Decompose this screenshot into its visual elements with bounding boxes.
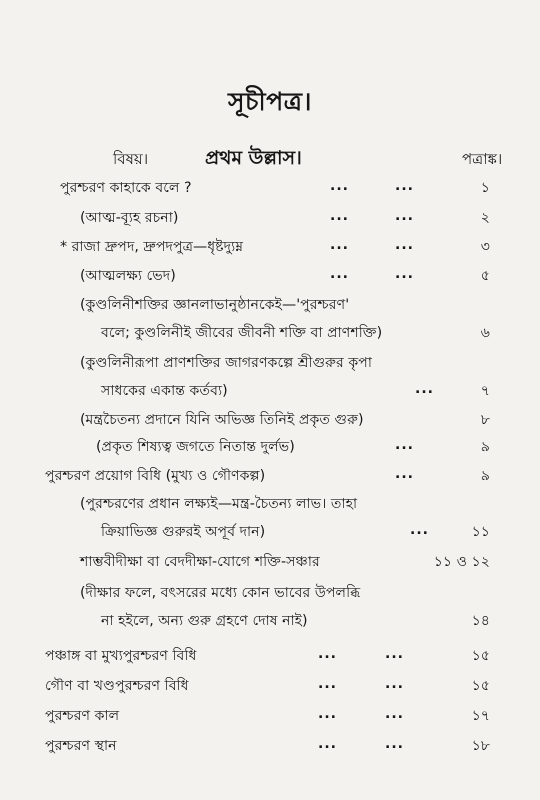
toc-entry-text: সাধকের একান্ত কর্তব্য) <box>101 383 228 399</box>
toc-entry-text: বলে; কুণ্ডলিনীই জীবের জীবনী শক্তি বা প্রাণশক্তি) <box>101 325 383 341</box>
page-title: সূচীপত্র। <box>228 87 312 116</box>
leader-dots: ... <box>318 736 337 752</box>
toc-entry-text: ক্রিয়াভিজ্ঞ গুরুরই অপূর্ব দান) <box>101 524 266 540</box>
toc-entry-text: (পুরশ্চরণের প্রধান লক্ষ্যই—মন্ত্র-চৈতন্য লাভ। তাহা <box>80 496 358 512</box>
toc-entry-text: পঞ্চাঙ্গ বা মুখ্যপুরশ্চরণ বিধি <box>45 648 197 664</box>
section-heading: প্রথম উল্লাস। <box>205 147 302 169</box>
toc-entry-page: ১৮ <box>471 738 490 754</box>
toc-entry-page: ৩ <box>480 239 490 255</box>
toc-entry-page: ২ <box>480 210 490 226</box>
toc-entry-page: ১৪ <box>471 613 490 629</box>
toc-entry-text: (আত্মলক্ষ্য ভেদ) <box>80 268 176 284</box>
leader-dots: ... <box>385 676 404 692</box>
leader-dots: ... <box>318 706 337 722</box>
leader-dots: ... <box>410 522 429 538</box>
leader-dots: ... <box>330 208 349 224</box>
toc-entry-page: ৬ <box>480 325 490 341</box>
leader-dots: ... <box>318 646 337 662</box>
leader-dots: ... <box>385 646 404 662</box>
leader-dots: ... <box>395 208 414 224</box>
toc-entry-text: (আত্ম-ব্যূহ রচনা) <box>80 210 179 226</box>
toc-entry-text: (মন্ত্রচৈতন্য প্রদানে যিনি অভিজ্ঞ তিনিই প্রকৃত গুরু) <box>80 412 364 428</box>
toc-entry-page: ১ <box>480 180 490 196</box>
leader-dots: ... <box>415 381 434 397</box>
toc-entry-page: ১৭ <box>471 708 490 724</box>
toc-entry-text: পুরশ্চরণ কাল <box>45 708 120 724</box>
toc-entry-page: ৮ <box>480 412 490 428</box>
toc-entry-page: ১১ ও ১২ <box>433 554 490 570</box>
toc-entry-text: পুরশ্চরণ স্থান <box>45 738 117 754</box>
leader-dots: ... <box>385 736 404 752</box>
leader-dots: ... <box>395 437 414 453</box>
toc-entry-text: (প্রকৃত শিষ্যত্ব জগতে নিতান্ত দুর্লভ) <box>96 439 295 455</box>
leader-dots: ... <box>330 237 349 253</box>
toc-entry-page: ১১ <box>471 524 490 540</box>
toc-entry-page: ১৫ <box>471 678 490 694</box>
toc-entry-text: (দীক্ষার ফলে, বৎসরের মধ্যে কোন ভাবের উপলব্ধি <box>80 585 361 601</box>
leader-dots: ... <box>385 706 404 722</box>
subject-column-header: বিষয়। <box>113 150 149 168</box>
toc-entry-text: না হইলে, অন্য গুরু গ্রহণে দোষ নাই) <box>101 613 308 629</box>
toc-entry-page: ৯ <box>480 468 490 484</box>
leader-dots: ... <box>395 266 414 282</box>
leader-dots: ... <box>395 466 414 482</box>
leader-dots: ... <box>330 178 349 194</box>
toc-entry-page: ৯ <box>480 439 490 455</box>
toc-entry-page: ১৫ <box>471 648 490 664</box>
page-column-header: পত্রাঙ্ক। <box>462 150 503 168</box>
leader-dots: ... <box>330 266 349 282</box>
toc-entry-text: * রাজা দ্রুপদ, দ্রুপদপুত্র—ধৃষ্টদ্যুম্ন <box>60 239 244 255</box>
toc-entry-text: শাম্ভবীদীক্ষা বা বেদদীক্ষা-যোগে শক্তি-সঞ্চার <box>80 554 320 570</box>
toc-entry-text: (কুণ্ডলিনীশক্তির জ্ঞানলাভানুষ্ঠানকেই—'পুরশ্চরণ' <box>80 297 350 313</box>
toc-entry-text: পুরশ্চরণ কাহাকে বলে ? <box>60 180 192 196</box>
leader-dots: ... <box>395 178 414 194</box>
toc-entry-text: পুরশ্চরণ প্রয়োগ বিধি (মুখ্য ও গৌণকল্প) <box>45 468 266 484</box>
toc-entry-text: (কুণ্ডলিনীরূপা প্রাণশক্তির জাগরণকল্পে শ্রীগুরুর কৃপা <box>80 355 373 371</box>
toc-entry-page: ৭ <box>480 383 490 399</box>
toc-entry-page: ৫ <box>480 268 490 284</box>
toc-entry-text: গৌণ বা খণ্ডপুরশ্চরণ বিধি <box>45 678 189 694</box>
leader-dots: ... <box>395 237 414 253</box>
leader-dots: ... <box>318 676 337 692</box>
